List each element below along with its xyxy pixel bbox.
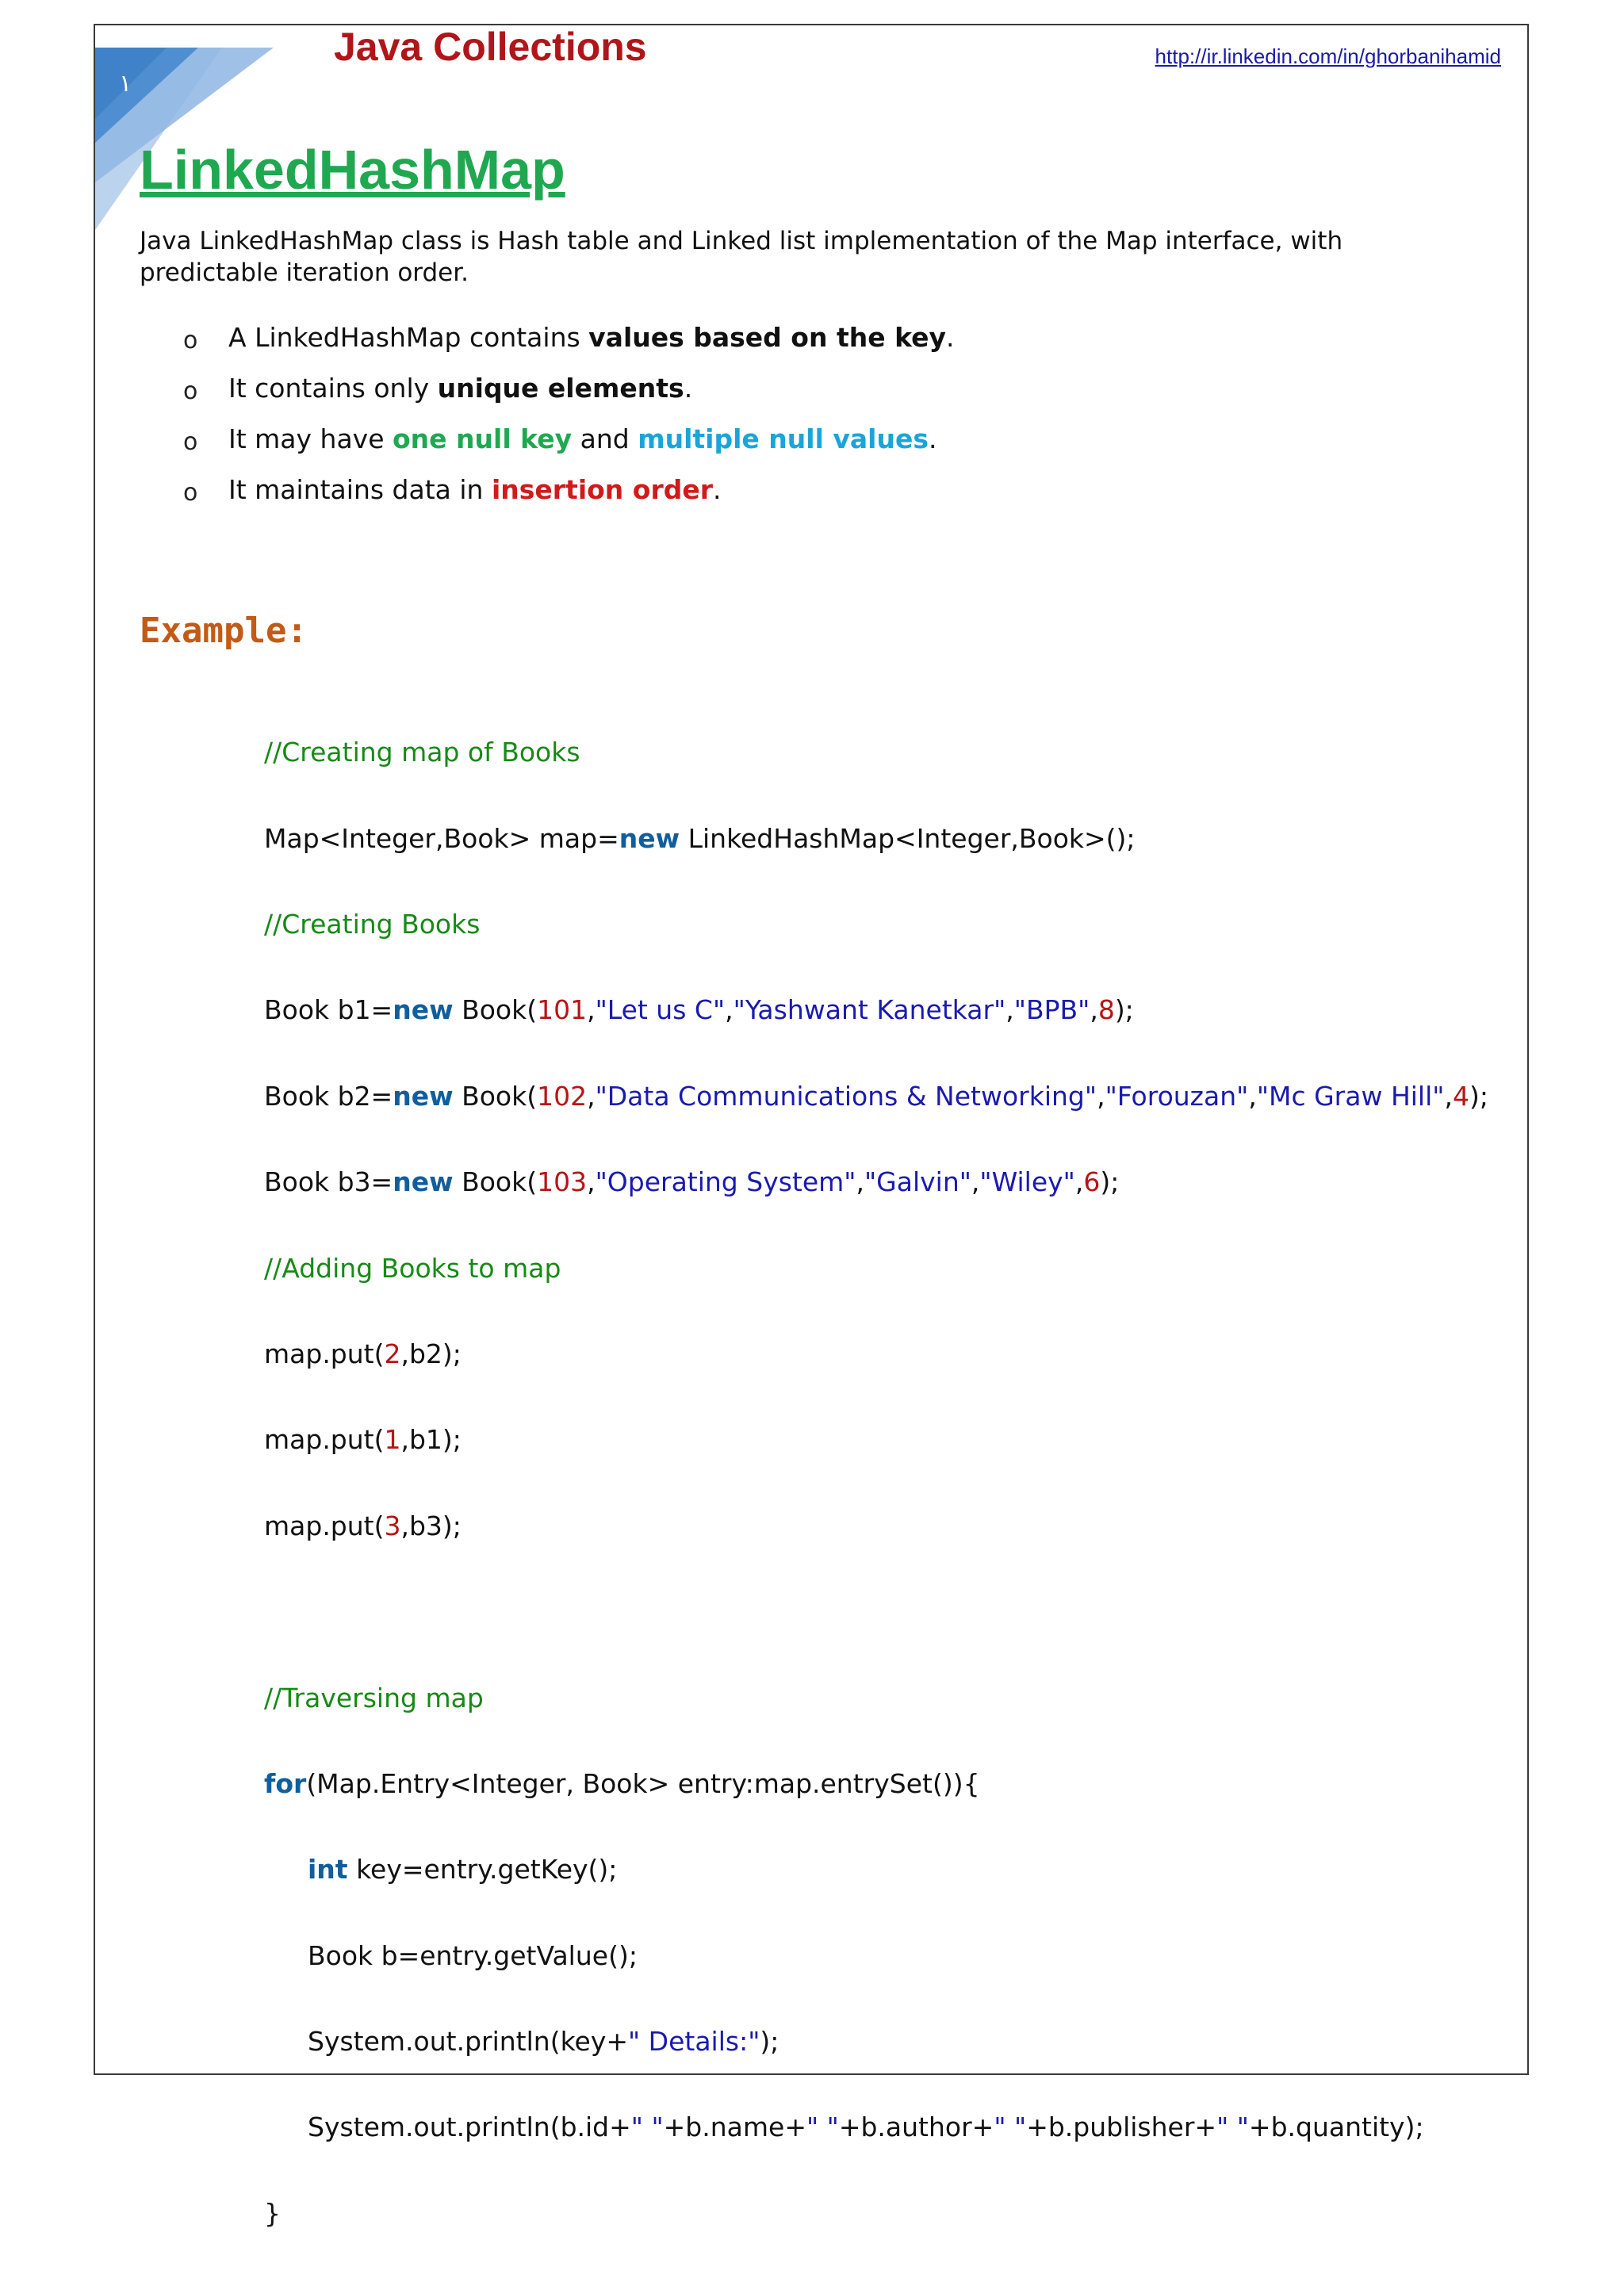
header-title: Java Collections bbox=[334, 25, 647, 69]
page-number: ١ bbox=[119, 70, 132, 98]
list-item: o It maintains data in insertion order. bbox=[140, 471, 1448, 522]
code-line: for(Map.Entry<Integer, Book> entry:map.entrySet()){ bbox=[264, 1767, 980, 1799]
code-line: map.put(3,b3); bbox=[264, 1510, 462, 1541]
bullet-marker: o bbox=[183, 377, 198, 405]
code-block bbox=[264, 688, 1488, 2278]
code-line: map.put(1,b1); bbox=[264, 1424, 462, 1456]
feature-list bbox=[140, 319, 1448, 522]
code-line: int key=entry.getKey(); bbox=[308, 1854, 618, 1886]
list-item: o It contains only unique elements. bbox=[140, 369, 1448, 420]
code-line: } bbox=[264, 2197, 281, 2229]
code-line: Book b3=new Book(103,"Operating System","Galvin","Wiley",6); bbox=[264, 1166, 1120, 1198]
code-line: //Creating Books bbox=[264, 908, 481, 940]
code-line: System.out.println(key+" Details:"); bbox=[308, 2026, 779, 2058]
intro-paragraph: Java LinkedHashMap class is Hash table and Linked list implementation of the Map interface, with predictable iteration order. bbox=[140, 227, 1343, 287]
code-line: Book b1=new Book(101,"Let us C","Yashwant Kanetkar","BPB",8); bbox=[264, 994, 1134, 1026]
list-item: o It may have one null key and multiple null values. bbox=[140, 420, 1448, 471]
code-line: //Creating map of Books bbox=[264, 737, 580, 768]
bullet-marker: o bbox=[183, 327, 198, 354]
section-title: LinkedHashMap bbox=[140, 139, 565, 201]
example-label: Example: bbox=[140, 611, 308, 651]
code-line: Map<Integer,Book> map=new LinkedHashMap<Integer,Book>(); bbox=[264, 822, 1136, 854]
header-link[interactable]: http://ir.linkedin.com/in/ghorbanihamid bbox=[1155, 44, 1501, 68]
code-line: //Traversing map bbox=[264, 1682, 484, 1713]
code-line: Book b=entry.getValue(); bbox=[308, 1939, 638, 1971]
code-line: Book b2=new Book(102,"Data Communications & Networking","Forouzan","Mc Graw Hill",4); bbox=[264, 1080, 1488, 1112]
bullet-marker: o bbox=[183, 428, 198, 456]
list-item: o A LinkedHashMap contains values based on the key. bbox=[140, 319, 1448, 369]
bullet-marker: o bbox=[183, 479, 198, 507]
code-blank-line bbox=[264, 1591, 1488, 1633]
code-line: map.put(2,b2); bbox=[264, 1338, 462, 1369]
code-line: //Adding Books to map bbox=[264, 1252, 561, 1284]
code-line: System.out.println(b.id+" "+b.name+" "+b.author+" "+b.publisher+" "+b.quantity); bbox=[308, 2111, 1424, 2143]
